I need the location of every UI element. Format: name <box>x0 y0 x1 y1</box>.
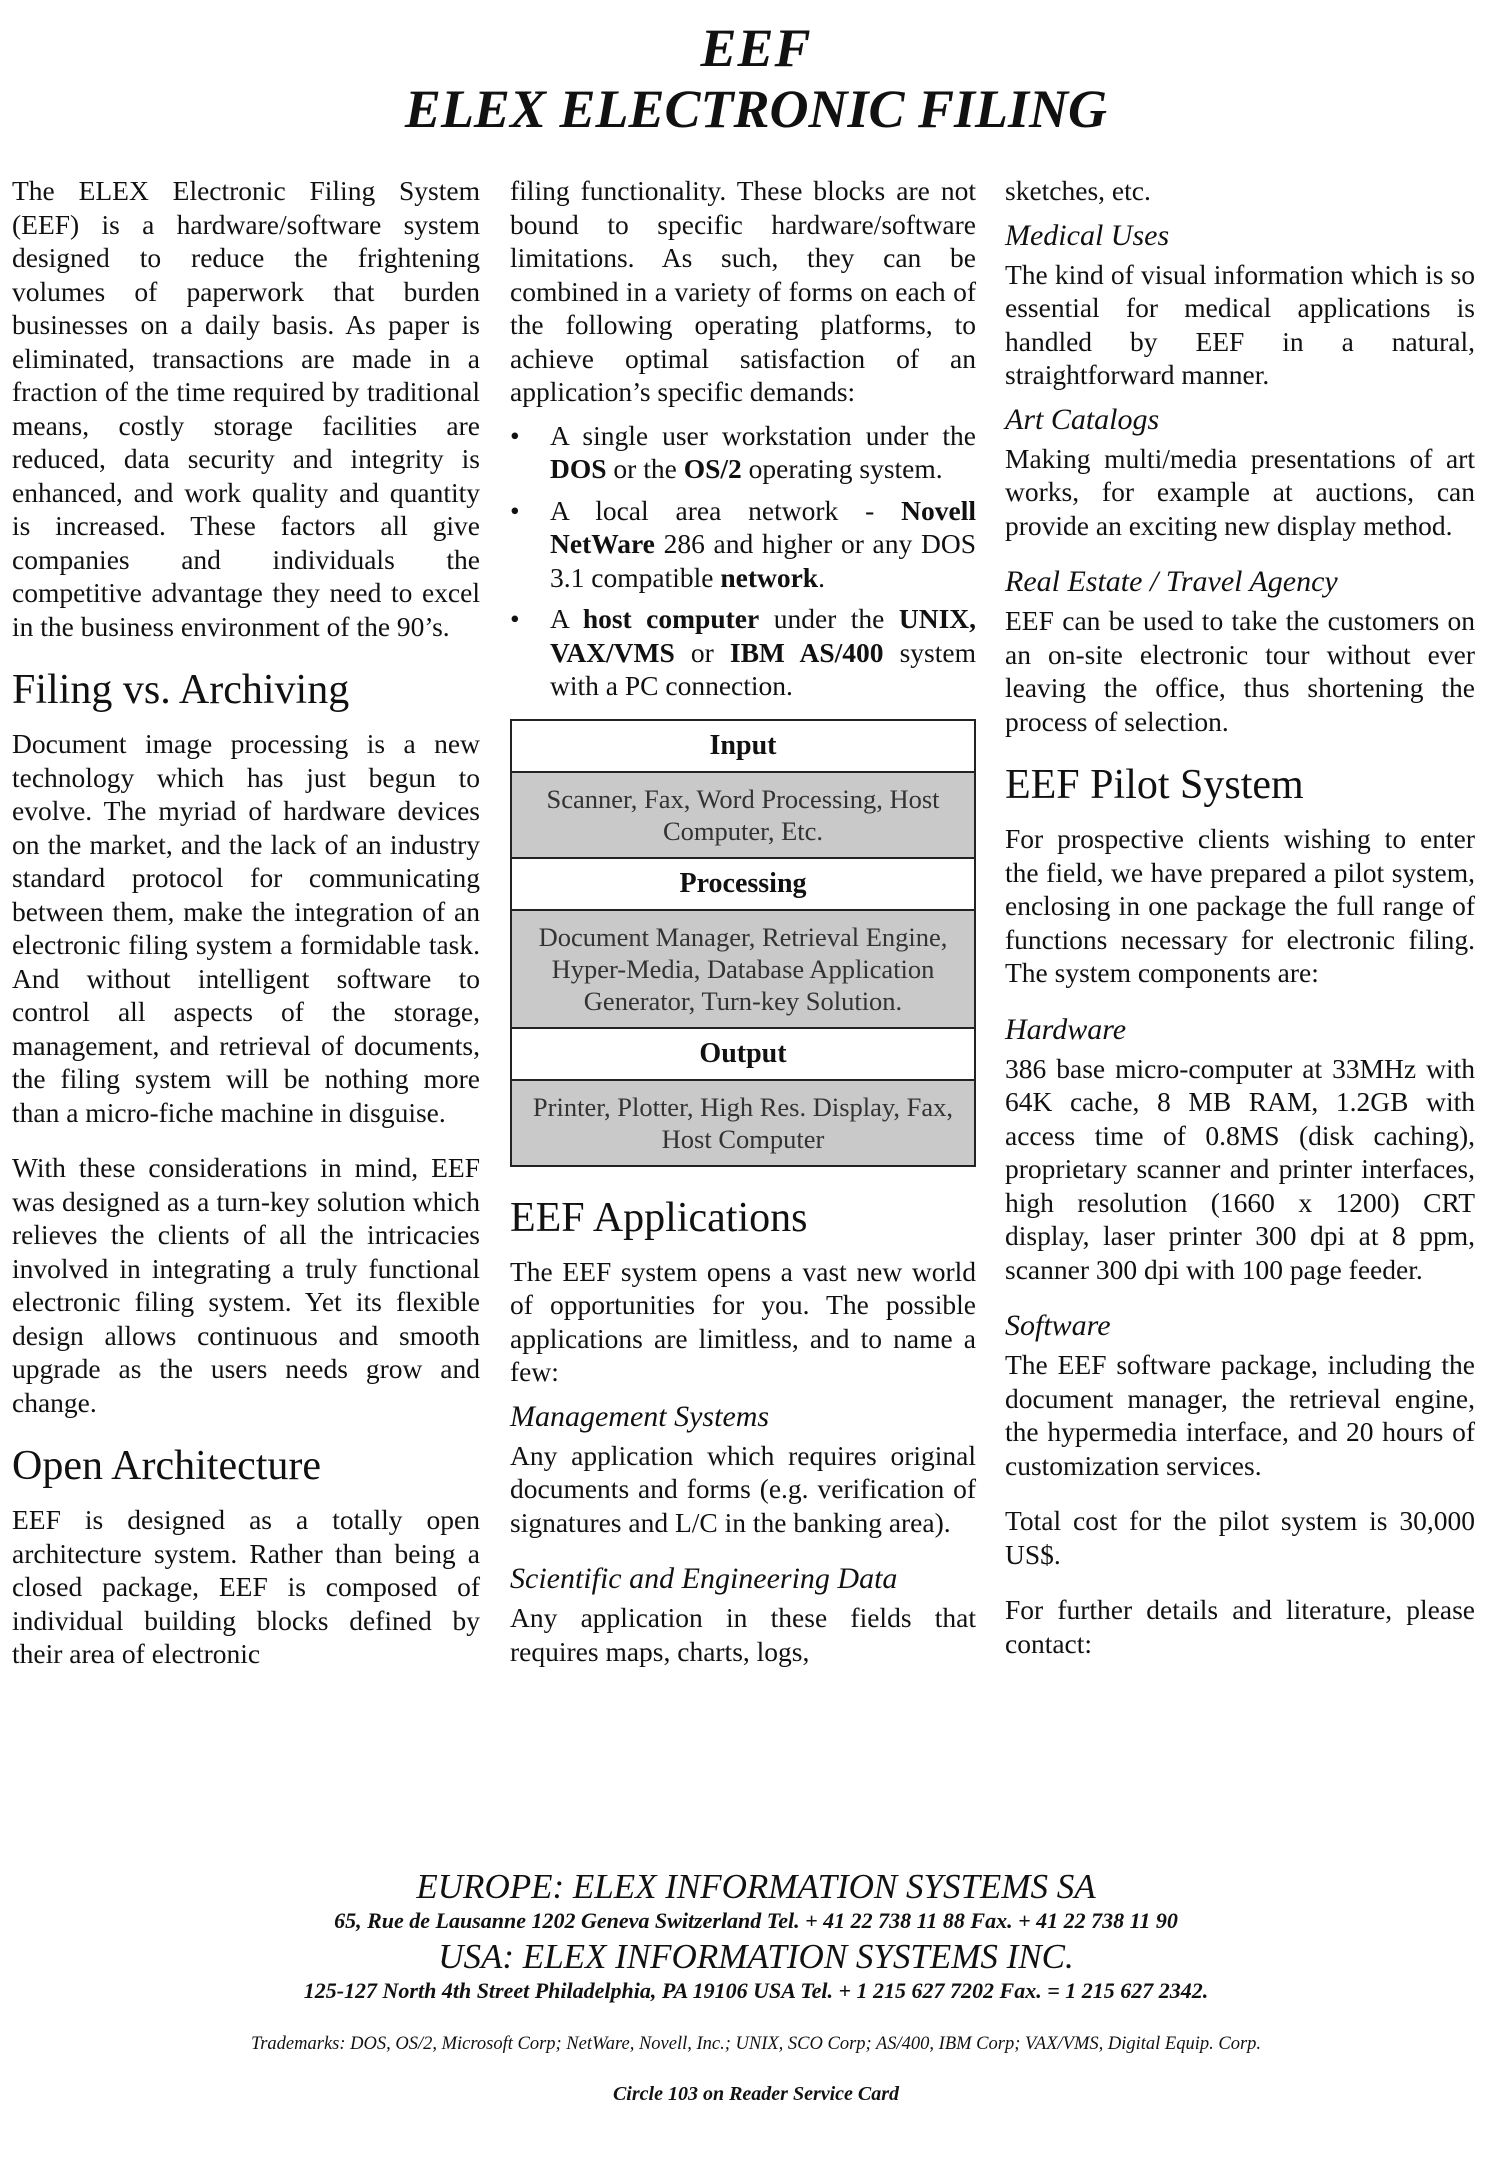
bullet-icon: • <box>510 419 520 451</box>
filing-paragraph-2: With these considerations in mind, EEF was designed as a turn-key solution which relieves the clients of all the intricacies involved in integrating a truly functional electronic filing system. Yet its flexible design allows continuous and smooth upgrade as the users needs grow and change. <box>12 1152 480 1418</box>
platform-item-host <box>510 602 976 703</box>
usa-address: 125-127 North 4th Street Philadelphia, PA 19106 USA Tel. + 1 215 627 7202 Fax. = 1 215 627 2342. <box>303 1978 1209 2003</box>
real-estate-paragraph: EEF can be used to take the customers on an on-site electronic tour without ever leaving the office, thus shortening the process of selection. <box>1005 605 1475 737</box>
platforms-paragraph: filing functionality. These blocks are not bound to specific hardware/software limitations. As such, they can be combined in a variety of forms on each of the following operating platforms, to achieve optimal satisfaction of an application’s specific demands: <box>510 175 976 407</box>
medical-uses-heading: Medical Uses <box>1005 218 1170 252</box>
sketches-continuation: sketches, etc. <box>1005 175 1151 206</box>
text: system with a PC connection. <box>550 636 976 701</box>
filing-paragraph-1: Document image processing is a new technology which has just begun to evolve. The myriad of hardware devices on the market, and the lack of an industry standard protocol for communicating between them, make the integration of an electronic filing system a formidable task. And without intelligent software to control all aspects of the storage, management, and retrieval of documents, the filing system will be nothing more than a micro-fiche machine in disguise. <box>12 728 480 1128</box>
software-heading: Software <box>1005 1309 1111 1342</box>
column-3 <box>1005 174 1475 1682</box>
text: or <box>674 636 730 668</box>
text: 286 and higher or any DOS 3.1 compatible <box>550 528 976 593</box>
term-os2: OS/2 <box>683 453 742 484</box>
flow-processing-label: Processing <box>512 859 974 911</box>
management-systems-paragraph: Any application which requires original documents and forms (e.g. verification of signatures and L/C in the banking area). <box>510 1439 976 1538</box>
text: under the <box>759 603 899 634</box>
column-2 <box>510 174 976 1690</box>
term-host-computer: host computer <box>582 603 760 634</box>
text: operating system. <box>741 453 943 484</box>
flow-output-text: Printer, Plotter, High Res. Display, Fax, Host Computer <box>512 1081 974 1165</box>
text: A <box>550 603 583 634</box>
contact-paragraph: For further details and literature, please contact: <box>1005 1594 1475 1659</box>
flow-output-label: Output <box>512 1029 974 1081</box>
bullet-icon: • <box>510 494 520 526</box>
process-flow-diagram <box>510 719 976 1167</box>
open-architecture-paragraph: EEF is designed as a totally open architecture system. Rather than being a closed package, EEF is composed of individual building blocks defined by their area of electronic <box>12 1504 480 1669</box>
flow-input-label: Input <box>512 721 974 773</box>
intro-paragraph: The ELEX Electronic Filing System (EEF) is a hardware/software system designed to reduce the frightening volumes of paperwork that burden businesses on a daily basis. As paper is eliminated, transactions are made in a fraction of the time required by traditional means, costly storage facilities are reduced, data security and integrity is enhanced, and work quality and quantity is increased. These factors all give companies and individuals the competitive advantage they need to excel in the business environment of the 90’s. <box>12 175 480 642</box>
text: A local area network - <box>550 494 902 526</box>
platform-item-network <box>510 494 976 595</box>
term-dos: DOS <box>550 453 607 484</box>
real-estate-heading: Real Estate / Travel Agency <box>1005 565 1338 598</box>
europe-office: EUROPE: ELEX INFORMATION SYSTEMS SA <box>416 1867 1096 1906</box>
flow-processing-text: Document Manager, Retrieval Engine, Hyper-Media, Database Application Generator, Turn-key Solution. <box>512 911 974 1029</box>
art-catalogs-heading: Art Catalogs <box>1005 402 1160 436</box>
flow-input-text: Scanner, Fax, Word Processing, Host Computer, Etc. <box>512 773 974 859</box>
platform-list <box>510 419 976 703</box>
hardware-heading: Hardware <box>1005 1012 1127 1046</box>
total-cost-paragraph: Total cost for the pilot system is 30,000 US$. <box>1005 1505 1475 1570</box>
bullet-icon: • <box>510 603 520 634</box>
pilot-system-heading: EEF Pilot System <box>1005 762 1304 808</box>
hardware-paragraph: 386 base micro-computer at 33MHz with 64K cache, 8 MB RAM, 1.2GB with access time of 0.8MS (disk caching), proprietary scanner and printer interfaces, high resolution (1660 x 1200) CRT display, laser printer 300 dpi at 8 ppm, scanner 300 dpi with 100 page feeder. <box>1005 1052 1475 1285</box>
reader-service-note: Circle 103 on Reader Service Card <box>612 2083 900 2105</box>
management-systems-heading: Management Systems <box>510 1399 770 1433</box>
usa-office: USA: ELEX INFORMATION SYSTEMS INC. <box>438 1937 1074 1976</box>
column-1 <box>12 174 480 1693</box>
header <box>0 18 1512 140</box>
term-unix-vax: UNIX, VAX/VMS <box>550 603 976 668</box>
filing-vs-archiving-heading: Filing vs. Archiving <box>12 667 350 713</box>
term-network: network <box>720 561 819 593</box>
open-architecture-heading: Open Architecture <box>12 1443 322 1489</box>
text: or the <box>606 453 684 484</box>
applications-paragraph: The EEF system opens a vast new world of opportunities for you. The possible applications are limitless, and to name a few: <box>510 1255 976 1387</box>
text: A single user workstation under the <box>550 419 976 451</box>
eef-logo: EEF <box>700 18 812 78</box>
medical-uses-paragraph: The kind of visual information which is so essential for medical applications is handled by EEF in a natural, straightforward manner. <box>1005 258 1475 390</box>
scientific-data-heading: Scientific and Engineering Data <box>510 1562 898 1595</box>
europe-address: 65, Rue de Lausanne 1202 Geneva Switzerland Tel. + 41 22 738 11 88 Fax. + 41 22 738 11 90 <box>334 1908 1178 1933</box>
eef-applications-heading: EEF Applications <box>510 1194 808 1241</box>
art-catalogs-paragraph: Making multi/media presentations of art works, for example at auctions, can provide an exciting new display method. <box>1005 442 1475 541</box>
term-ibm-as400: IBM AS/400 <box>729 636 884 668</box>
pilot-system-paragraph: For prospective clients wishing to enter the field, we have prepared a pilot system, enclosing in one package the full range of functions necessary for electronic filing. The system components are: <box>1005 823 1475 988</box>
platform-item-dos <box>510 419 976 486</box>
scientific-data-paragraph: Any application in these fields that requires maps, charts, logs, <box>510 1602 976 1667</box>
footer <box>0 1868 1512 2106</box>
trademarks-note: Trademarks: DOS, OS/2, Microsoft Corp; NetWare, Novell, Inc.; UNIX, SCO Corp; AS/400, IBM Corp; VAX/VMS, Digital Equip. Corp. <box>250 2034 1262 2054</box>
text: . <box>818 561 825 593</box>
software-paragraph: The EEF software package, including the document manager, the retrieval engine, the hypermedia interface, and 20 hours of customization services. <box>1005 1349 1475 1481</box>
term-novell-netware: Novell NetWare <box>550 494 976 559</box>
page-headline: ELEX ELECTRONIC FILING <box>404 79 1108 139</box>
